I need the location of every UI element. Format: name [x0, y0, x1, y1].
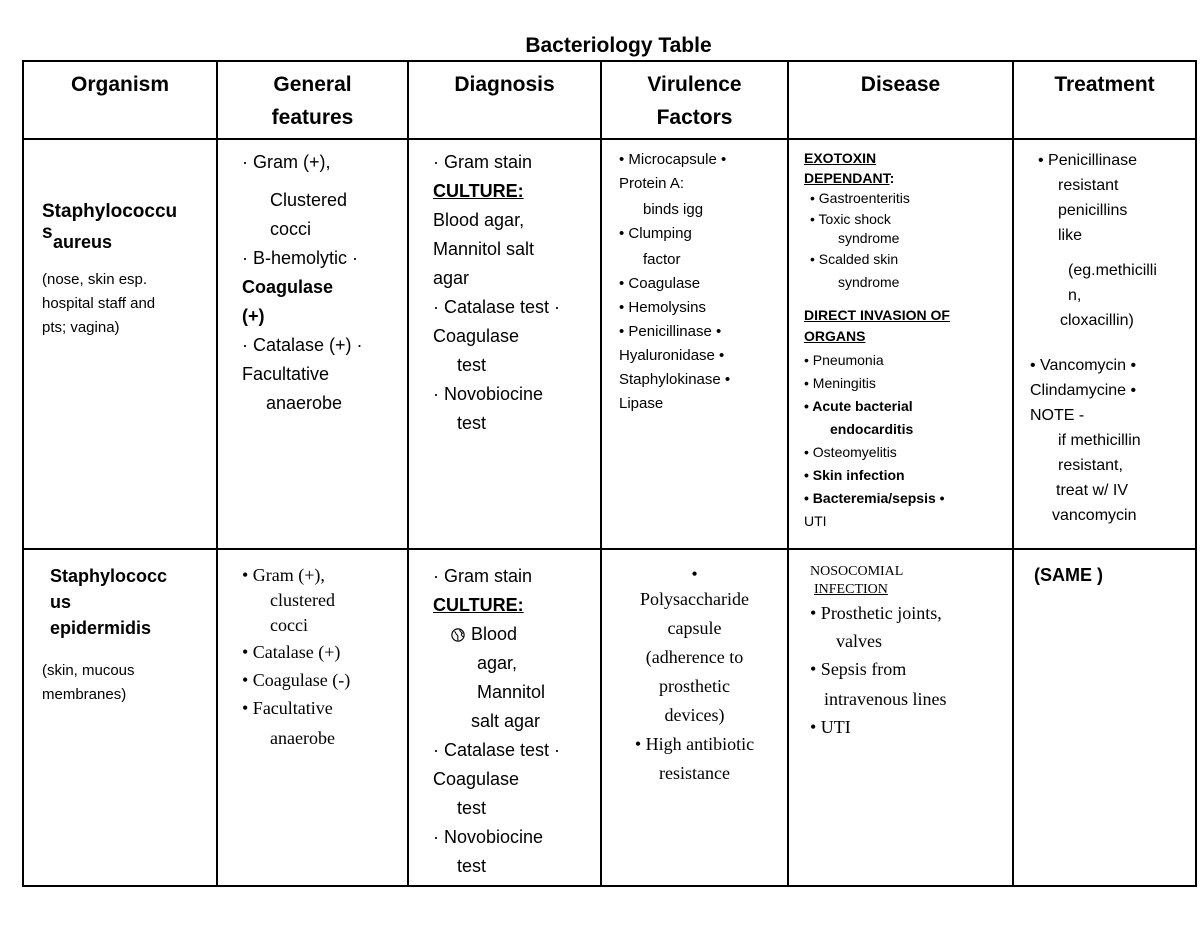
- header-divider: [22, 138, 1197, 140]
- exotoxin-heading: EXOTOXIN DEPENDANT:: [804, 150, 895, 186]
- header-treatment: [1014, 68, 1195, 101]
- header-general-features: [218, 68, 407, 134]
- column-divider: [1012, 60, 1014, 887]
- treatment-staph-epidermidis: (SAME ): [1034, 565, 1103, 585]
- row-divider: [22, 548, 1197, 550]
- header-treatment-text: Treatment: [1054, 73, 1155, 96]
- table-border-bottom: [22, 885, 1197, 887]
- table-border-left: [22, 60, 24, 887]
- general-features-staph-aureus: · Gram (+), Clustered cocci · B-hemolytic · Coagulase (+) · Catalase (+) · Facultative anaerobe: [242, 152, 363, 413]
- disease-staph-aureus: [804, 148, 950, 533]
- header-disease: [789, 68, 1012, 101]
- nosocomial-heading: NOSOCOMIAL INFECTION: [810, 564, 904, 597]
- header-general-line: features: [271, 106, 354, 129]
- organism-habitat-note: (nose, skin esp. hospital staff and pts; vagina): [42, 271, 156, 336]
- organism-name: Staphylococcu s aureus: [42, 201, 178, 252]
- header-virulence-factors: [602, 68, 787, 134]
- organism-cell-staph-epidermidis: [42, 563, 214, 707]
- column-divider: [787, 60, 789, 887]
- general-features-staph-epidermidis: • Gram (+), clustered cocci • Catalase (+) • Coagulase (-) • Facultative anaerobe: [242, 565, 351, 748]
- header-diagnosis-text: Diagnosis: [454, 73, 555, 96]
- header-organism-text: Organism: [70, 73, 170, 96]
- header-organism: [24, 68, 216, 101]
- bacteriology-table: [22, 60, 1197, 887]
- direct-invasion-list: • Pneumonia • Meningitis • Acute bacterial endocarditis • Osteomyelitis • Skin infection • Bacteremia/sepsis • UTI: [804, 352, 945, 529]
- organism-name: Staphylococc us epidermidis: [50, 566, 168, 638]
- table-border-right: [1195, 60, 1197, 887]
- column-divider: [216, 60, 218, 887]
- diagnosis-staph-epidermidis: · Gram stain CULTURE: Blood agar, Mannitol salt agar · Catalase test · Coagulase test · Novobiocine test: [433, 566, 561, 876]
- header-disease-text: Disease: [860, 73, 941, 96]
- disease-staph-epidermidis: [810, 563, 946, 741]
- treatment-staph-aureus: • Penicillinase resistant penicillins like (eg.methicilli n, cloxacillin) • Vancomycin • Clindamycine • NOTE - if methicillin resistant, treat w/ IV vancomycin: [1030, 152, 1157, 524]
- header-virulence-line: Factors: [656, 106, 733, 129]
- virulence-factors-staph-aureus: • Microcapsule • Protein A: binds igg • Clumping factor • Coagulase • Hemolysins • Penicillinase • Hyaluronidase • Staphylokinase • Lipase: [619, 151, 731, 412]
- column-divider: [407, 60, 409, 887]
- virulence-factors-staph-epidermidis: • Polysaccharide capsule (adherence to prosthetic devices) • High antibiotic resistance: [634, 564, 755, 783]
- header-general-line: General: [273, 73, 352, 96]
- page-title: Bacteriology Table: [525, 34, 712, 57]
- direct-invasion-heading: DIRECT INVASION OF ORGANS: [804, 307, 950, 344]
- exotoxin-list: • Gastroenteritis • Toxic shock syndrome • Scalded skin syndrome: [810, 190, 910, 290]
- header-virulence-line: Virulence: [647, 73, 742, 96]
- header-diagnosis: [409, 68, 600, 101]
- organism-cell-staph-aureus: [42, 200, 214, 340]
- organism-habitat-note: (skin, mucous membranes): [42, 662, 135, 703]
- diagnosis-staph-aureus: · Gram stain CULTURE: Blood agar, Mannitol salt agar · Catalase test · Coagulase test · Novobiocine test: [433, 152, 561, 433]
- nosocomial-list: • Prosthetic joints, valves • Sepsis from intravenous lines • UTI: [810, 603, 947, 737]
- table-border-top: [22, 60, 1197, 62]
- globe-icon: [451, 628, 465, 642]
